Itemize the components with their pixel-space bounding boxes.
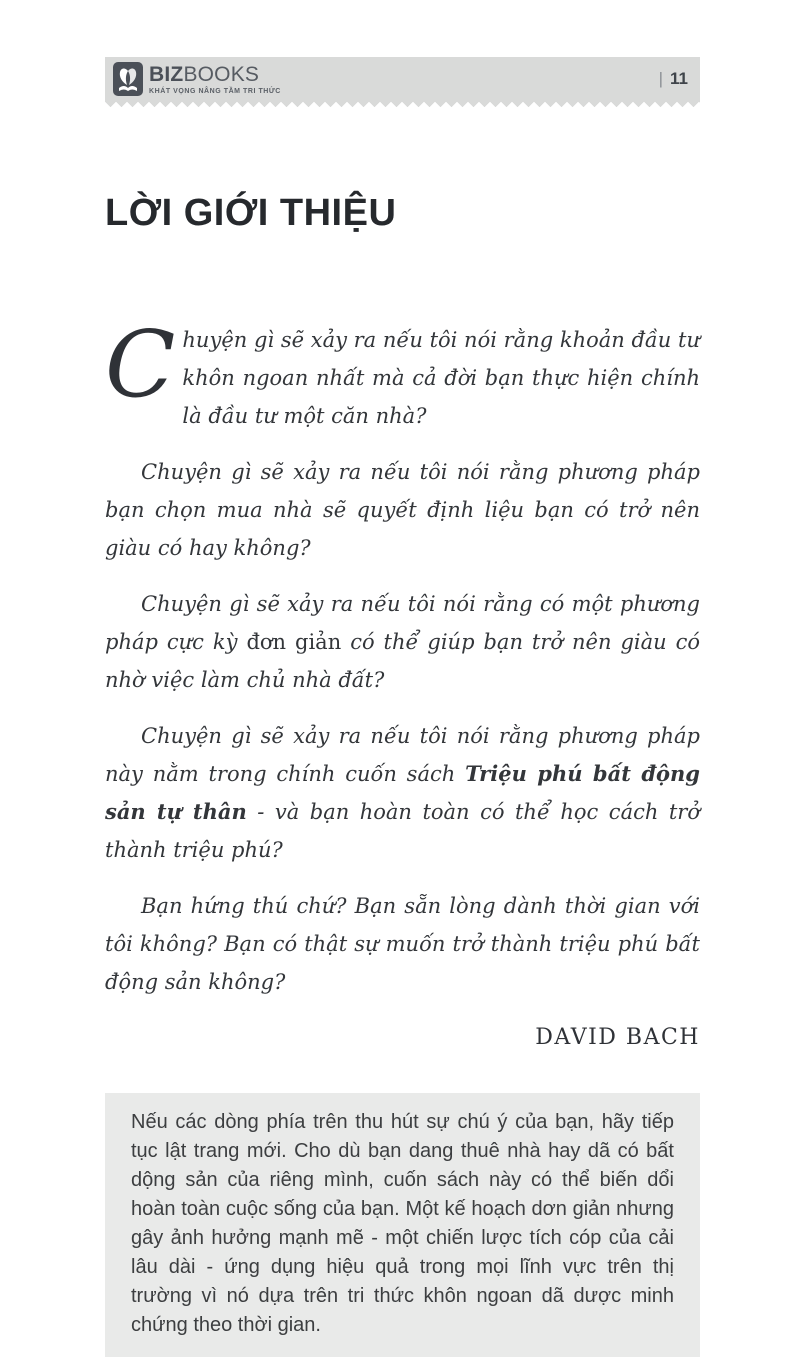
paragraph-1	[105, 310, 700, 435]
paragraph-1-text: huyện gì sẽ xảy ra nếu tôi nói rằng khoản đầu tư khôn ngoan nhất mà cả đời bạn thực hiện chính là đầu tư một căn nhà?	[182, 327, 700, 428]
paragraph-3-post: có thể giúp bạn trở nên giàu có nhờ việc làm chủ nhà đất?	[105, 629, 701, 692]
paragraph-4-post: - và bạn hoàn toàn có thể học cách trở thành triệu phú?	[105, 799, 700, 862]
page-header	[105, 57, 700, 107]
brand-bold: BIZ	[149, 62, 184, 86]
paragraph-5: Bạn hứng thú chứ? Bạn sẵn lòng dành thời gian với tôi không? Bạn có thật sự muốn trở thành triệu phú bất động sản không?	[105, 893, 700, 994]
emphasis-roman: đơn giản	[246, 629, 342, 654]
chapter-title: LỜI GIỚI THIỆU	[105, 192, 397, 234]
drop-cap: C	[105, 310, 176, 418]
paragraph-2: Chuyện gì sẽ xảy ra nếu tôi nói rằng phương pháp bạn chọn mua nhà sẽ quyết định liệu bạn có trở nên giàu có hay không?	[105, 459, 700, 560]
page-number	[659, 69, 688, 89]
brand-light: BOOKS	[183, 62, 260, 86]
book-title-emphasis: Triệu phú bất động sản tự thân	[105, 760, 700, 824]
logo-text	[149, 64, 281, 95]
header-strip	[105, 57, 700, 101]
author-attribution: DAVID BACH	[535, 1024, 700, 1050]
callout-box	[105, 1093, 700, 1357]
paragraph-3	[105, 585, 700, 699]
chapter-body	[105, 310, 701, 1057]
paragraph-3-pre: Chuyện gì sẽ xảy ra nếu tôi nói rằng có một phương pháp cực kỳ	[105, 591, 700, 654]
brand-name	[149, 64, 281, 85]
serrated-edge	[105, 101, 700, 107]
page-number-divider: |	[658, 69, 664, 88]
bizbooks-logo-icon	[113, 62, 143, 96]
brand-tagline: KHÁT VỌNG NÂNG TẦM TRI THỨC	[149, 87, 281, 95]
paragraph-4-pre: Chuyện gì sẽ xảy ra nếu tôi nói rằng phương pháp này nằm trong chính cuốn sách	[105, 723, 700, 786]
callout-text: Nếu các dòng phía trên thu hút sự chú ý của bạn, hãy tiếp tục lật trang mới. Cho dù bạn dang thuê nhà hay dã có bất dộng sản của riêng mình, cuốn sách này có thể biến dổi hoàn toàn cuộc sống của bạn. Một kế hoạch dơn giản nhưng gây ảnh hưởng mạnh mẽ - một chiến lược tích cóp của cải lâu dài - ứng dụng hiệu quả trong mọi lĩnh vực trên thị trường vì nó dựa trên tri thức khôn ngoan dã dược minh chứng theo thời gian.	[131, 1110, 674, 1336]
bizbooks-logo	[113, 62, 281, 96]
page-number-value: 11	[670, 69, 688, 88]
paragraph-4	[105, 717, 700, 869]
